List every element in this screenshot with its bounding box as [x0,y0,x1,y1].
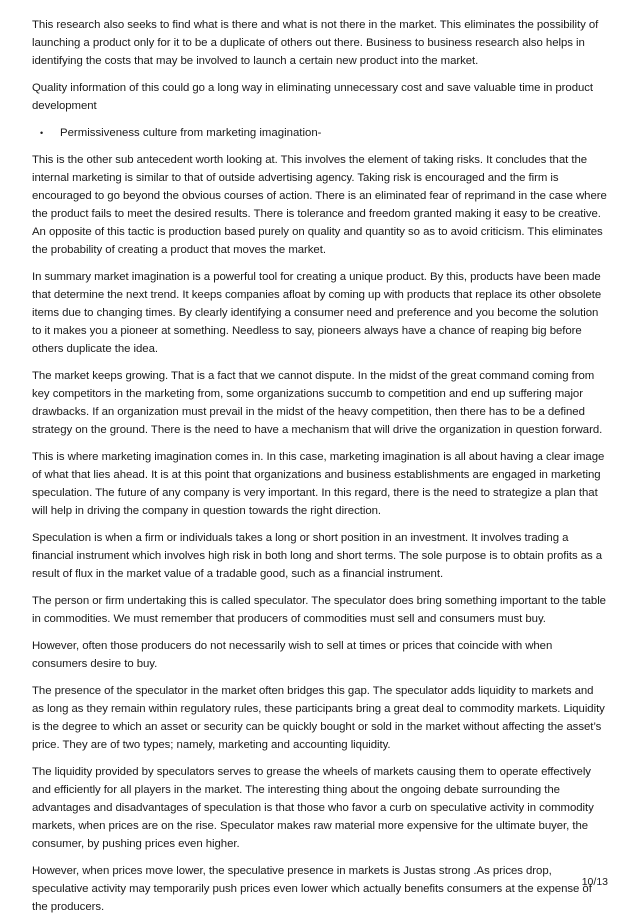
paragraph-sub-antecedent: This is the other sub antecedent worth looking at. This involves the element of taking risks. It concludes that the internal marketing is similar to that of outside advertising agency. Taking risk is encouraged and the firm is encouraged to go beyond the obvious courses of action. There is an eliminated fear of reprimand in the case where the product fails to meet the desired results. There is tolerance and freedom granted making it easy to be creative. An opposite of this tactic is production based purely on quality and quantity so as to avoid criticism. This eliminates the probability of creating a product that moves the market. [32,154,607,256]
paragraph-liquidity-effects: The liquidity provided by speculators serves to grease the wheels of markets causing them to operate effectively and efficiently for all players in the market. The interesting thing about the ongoing debate surrounding the advantages and disadvantages of speculation is that those who favor a curb on speculative activity in commodity markets, when prices are on the rise. Speculator makes raw material more expensive for the ultimate buyer, the consumer, by pushing prices even higher. [32,766,594,850]
page-number: 10/13 [581,876,608,888]
paragraph-speculation-definition: Speculation is when a firm or individuals takes a long or short position in an investment. It involves trading a financial instrument which involves high risk in both long and short terms. The sole purpose is to obtain profits as a result of flux in the market value of a tradable good, such as a financial instrument. [32,532,603,580]
paragraph-producers: However, often those producers do not necessarily wish to sell at times or prices that coincide with when consumers desire to buy. [32,640,553,670]
paragraph-prices-lower: However, when prices move lower, the speculative presence in markets is Justas strong .As prices drop, speculative activity may temporarily push prices even lower which actually benefits consumers at the expense of the producers. [32,865,592,913]
bullet-text: Permissiveness culture from marketing imagination- [60,127,322,139]
paragraph-quality-information: Quality information of this could go a long way in eliminating unnecessary cost and save valuable time in product development [32,82,594,112]
paragraph-marketing-imagination: This is where marketing imagination comes in. In this case, marketing imagination is all about having a clear image of what that lies ahead. It is at this point that organizations and business establishments are engaged in marketing speculation. The future of any company is very important. In this regard, there is the need to strategize a plan that will help in driving the company in question towards the right direction. [32,451,605,517]
paragraph-liquidity-gap: The presence of the speculator in the market often bridges this gap. The speculator adds liquidity to markets and as long as they remain within regulatory rules, these participants bring a great deal to commodity markets. Liquidity is the degree to which an asset or security can be quickly bought or sold in the market without affecting the asset’s price. They are of two types; namely, marketing and accounting liquidity. [32,685,605,751]
bullet-icon: • [40,128,44,138]
paragraph-market-growing: The market keeps growing. That is a fact that we cannot dispute. In the midst of the great command coming from key competitors in the marketing from, some organizations succumb to competition and end up suffering major drawbacks. If an organization must prevail in the midst of the heavy competition, then there has to be a defined strategy on the ground. There is the need to have a mechanism that will drive the organization in question forward. [32,370,603,436]
paragraph-summary: In summary market imagination is a powerful tool for creating a unique product. By this, products have been made that determine the next trend. It keeps companies afloat by coming up with products that replace its other obsolete items due to changing times. By clearly identifying a consumer need and preference and you become the solution to it makes you a pioneer at something. Needless to say, pioneers always have a chance of reaping big before others duplicate the idea. [32,271,602,355]
bullet-item [32,124,608,142]
paragraph-speculator: The person or firm undertaking this is called speculator. The speculator does bring something important to the table in commodities. We must remember that producers of commodities must sell and consumers must buy. [32,595,606,625]
paragraph-research-duplicates: This research also seeks to find what is there and what is not there in the market. This eliminates the possibility of launching a product only for it to be a duplicate of others out there. Business to business research also helps in identifying the costs that may be involved to launch a certain new product into the market. [32,19,599,67]
